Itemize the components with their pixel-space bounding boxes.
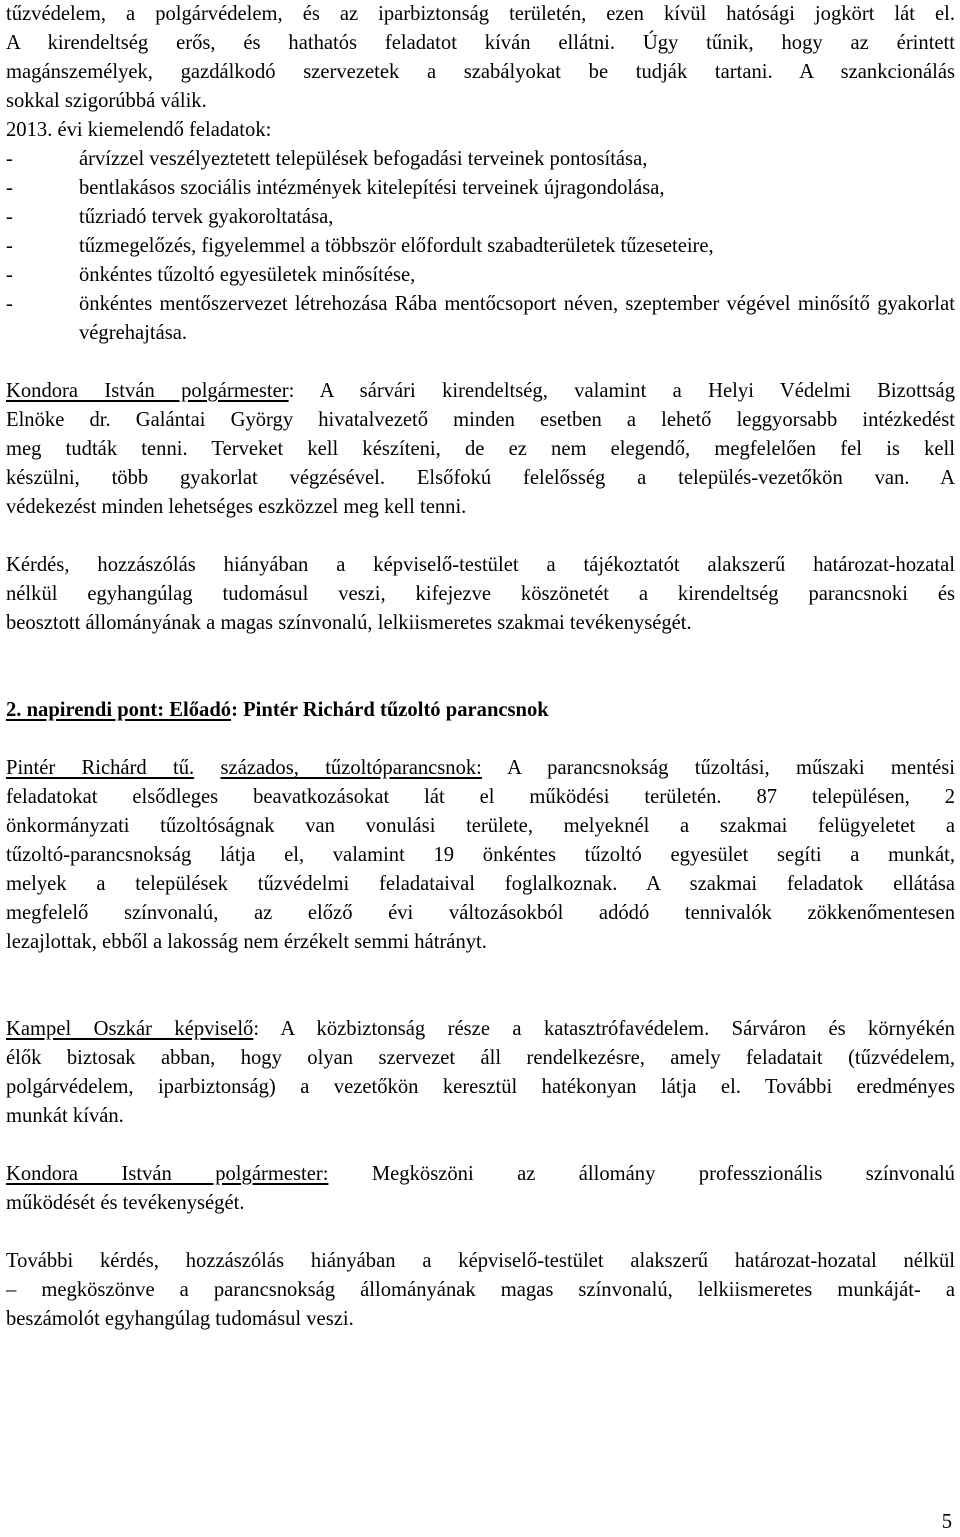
list-item: - tűzmegelőzés, figyelemmel a többször előfordult szabadterületek tűzeseteire, xyxy=(6,235,714,257)
text-line: Elnöke dr. Galántai György hivatalvezető minden esetben a lehető leggyorsabb intézkedést xyxy=(6,409,955,431)
list-item: - árvízzel veszélyeztetett települések befogadási terveinek pontosítása, xyxy=(6,148,648,170)
text-line: működését és tevékenységét. xyxy=(6,1192,245,1214)
text-line: Pintér Richárd tű. százados, tűzoltóparancsnok: A parancsnokság tűzoltási, műszaki mentési xyxy=(6,757,955,779)
resolution-paragraph-final xyxy=(6,1247,955,1334)
speaker-title: százados, tűzoltóparancsnok: xyxy=(220,757,482,779)
text-line: sokkal szigorúbbá válik. xyxy=(6,90,207,112)
document-page xyxy=(6,0,955,1334)
text-line: tűzoltó-parancsnokság látja el, valamint 19 önkéntes tűzoltó egyesület segíti a munkát, xyxy=(6,844,955,866)
speaker-name: Pintér Richárd tű. xyxy=(6,757,195,779)
text-line: beosztott állományának a magas színvonalú, lelkiismeretes szakmai tevékenységét. xyxy=(6,612,692,634)
intro-paragraph xyxy=(6,0,955,116)
resolution-paragraph xyxy=(6,551,955,638)
text-line: önkormányzati tűzoltóságnak van vonulási területe, melyeknél a szakmai felügyeletet a xyxy=(6,815,955,837)
text-line: Kérdés, hozzászólás hiányában a képviselő-testület a tájékoztatót alakszerű határozat-hozatal xyxy=(6,554,955,576)
text-line: meg tudták tenni. Terveket kell készíteni, de ez nem elegendő, megfelelően fel is kell xyxy=(6,438,955,460)
tasks-heading: 2013. évi kiemelendő feladatok: xyxy=(6,119,272,141)
pinter-statement xyxy=(6,754,955,957)
kondora-thanks xyxy=(6,1160,955,1218)
text-line: védekezést minden lehetséges eszközzel meg kell tenni. xyxy=(6,496,467,518)
page-number: 5 xyxy=(941,1511,952,1533)
list-item: - önkéntes mentőszervezet létrehozása Rába mentőcsoport néven, szeptember végével minősítő gyakorlat végrehajtása. xyxy=(6,293,955,344)
speaker-name: Kondora István polgármester: xyxy=(6,1163,329,1185)
text-line: megfelelő színvonalú, az előző évi változásokból adódó tennivalók zökkenőmentesen xyxy=(6,902,955,924)
text-line: Kondora István polgármester: Megköszöni az állomány professzionális színvonalú xyxy=(6,1163,955,1185)
text-line: beszámolót egyhangúlag tudomásul veszi. xyxy=(6,1308,354,1330)
speaker-name: Kondora István polgármester xyxy=(6,380,289,402)
agenda-heading: 2. napirendi pont: Előadó: Pintér Richárd tűzoltó parancsnok xyxy=(6,699,549,721)
list-item: - tűzriadó tervek gyakoroltatása, xyxy=(6,206,334,228)
list-item: - önkéntes tűzoltó egyesületek minősítése, xyxy=(6,264,416,286)
text-line: Kampel Oszkár képviselő: A közbiztonság része a katasztrófavédelem. Sárváron és környékén xyxy=(6,1018,955,1040)
text-line: nélkül egyhangúlag tudomásul veszi, kifejezve köszönetét a kirendeltség parancsnoki és xyxy=(6,583,955,605)
text-line: A kirendeltség erős, és hathatós feladatot kíván ellátni. Úgy tűnik, hogy az érintett xyxy=(6,32,955,54)
text-line: munkát kíván. xyxy=(6,1105,124,1127)
kampel-statement xyxy=(6,1015,955,1131)
text-line: feladatokat elsődleges beavatkozásokat lát el működési területén. 87 településen, 2 xyxy=(6,786,955,808)
speaker-name: Kampel Oszkár képviselő xyxy=(6,1018,254,1040)
text-line: melyek a települések tűzvédelmi feladataival foglalkoznak. A szakmai feladatok ellátása xyxy=(6,873,955,895)
tasks-section xyxy=(6,116,955,348)
text-line: lezajlottak, ebből a lakosság nem érzékelt semmi hátrányt. xyxy=(6,931,487,953)
tasks-list xyxy=(6,145,955,348)
text-line: tűzvédelem, a polgárvédelem, és az iparbiztonság területén, ezen kívül hatósági jogkört lát el. xyxy=(6,3,955,25)
text-line: magánszemélyek, gazdálkodó szervezetek a szabályokat be tudják tartani. A szankcionálás xyxy=(6,61,955,83)
text-line: polgárvédelem, iparbiztonság) a vezetőkön keresztül hatékonyan látja el. További eredményes xyxy=(6,1076,955,1098)
text-line: Kondora István polgármester: A sárvári kirendeltség, valamint a Helyi Védelmi Bizottság xyxy=(6,380,955,402)
list-item: - bentlakásos szociális intézmények kitelepítési terveinek újragondolása, xyxy=(6,177,665,199)
text-line: élők biztosak abban, hogy olyan szervezet áll rendelkezésre, amely feladatait (tűzvédelem, xyxy=(6,1047,955,1069)
kondora-statement xyxy=(6,377,955,522)
text-line: További kérdés, hozzászólás hiányában a képviselő-testület alakszerű határozat-hozatal nélkül xyxy=(6,1250,955,1272)
text-line: készülni, több gyakorlat végzésével. Elsőfokú felelősség a település-vezetőkön van. A xyxy=(6,467,955,489)
text-line: – megköszönve a parancsnokság állományának magas színvonalú, lelkiismeretes munkáját- a xyxy=(6,1279,955,1301)
